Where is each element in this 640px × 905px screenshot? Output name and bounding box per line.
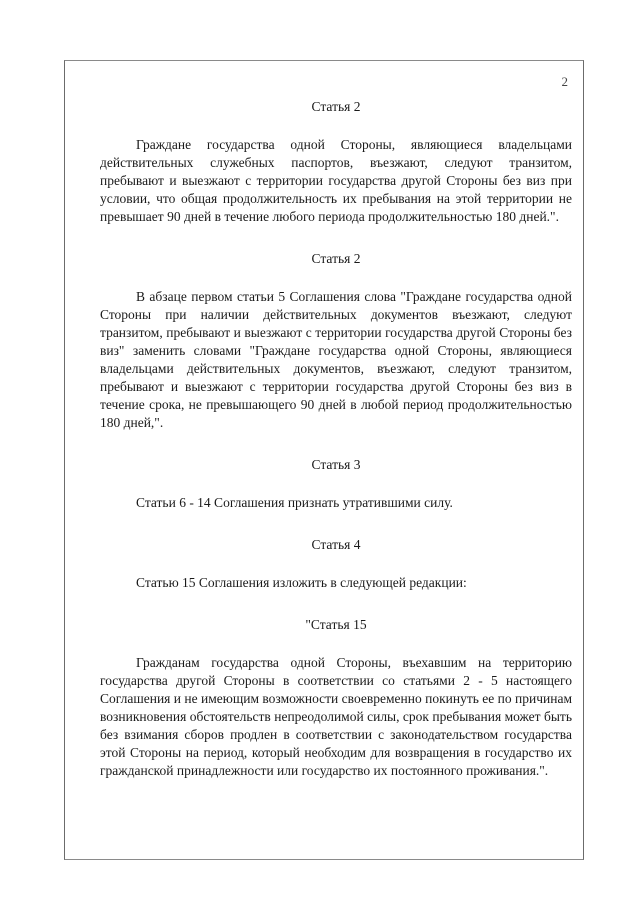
article-heading: Статья 2 [311,99,361,114]
article-paragraph: Граждане государства одной Стороны, являющиеся владельцами действительных служебных паспортов, въезжают, следуют транзитом, пребывают и выезжают с территории государства другой Стороны без виз при условии, что общая продолжительность их пребывания на этой территории не превышает 90 дней в течение любого периода продолжительностью 180 дней.". [100,137,572,224]
article-paragraph: В абзаце первом статьи 5 Соглашения слова "Граждане государства одной Стороны при наличии действительных документов въезжают, следуют транзитом, пребывают и выезжают с территории государства другой Стороны без виз" заменить словами "Граждане государства одной Стороны, являющиеся владельцами действительных документов, въезжают, следуют транзитом, пребывают и выезжают с территории государства другой Стороны без виз в течение срока, не превышающего 90 дней в любой период продолжительностью 180 дней,". [100,289,572,430]
article-heading: Статья 4 [311,537,361,552]
article-paragraph: Статью 15 Соглашения изложить в следующей редакции: [136,575,467,590]
document-body [100,98,572,780]
article-heading: "Статья 15 [305,617,367,632]
article-paragraph: Гражданам государства одной Стороны, въехавшим на территорию государства другой Стороны в соответствии со статьями 2 - 5 настоящего Соглашения и не имеющим возможности своевременно покинуть ее по причинам возникновения обстоятельств непреодолимой силы, срок пребывания может быть без взимания сборов продлен в соответствии с законодательством государства этой Стороны на период, который необходим для возвращения в государство их гражданской принадлежности или государство их постоянного проживания.". [100,655,572,778]
article-paragraph: Статьи 6 - 14 Соглашения признать утратившими силу. [136,495,453,510]
article-heading: Статья 3 [311,457,361,472]
page-number: 2 [561,74,568,89]
article-heading: Статья 2 [311,251,361,266]
